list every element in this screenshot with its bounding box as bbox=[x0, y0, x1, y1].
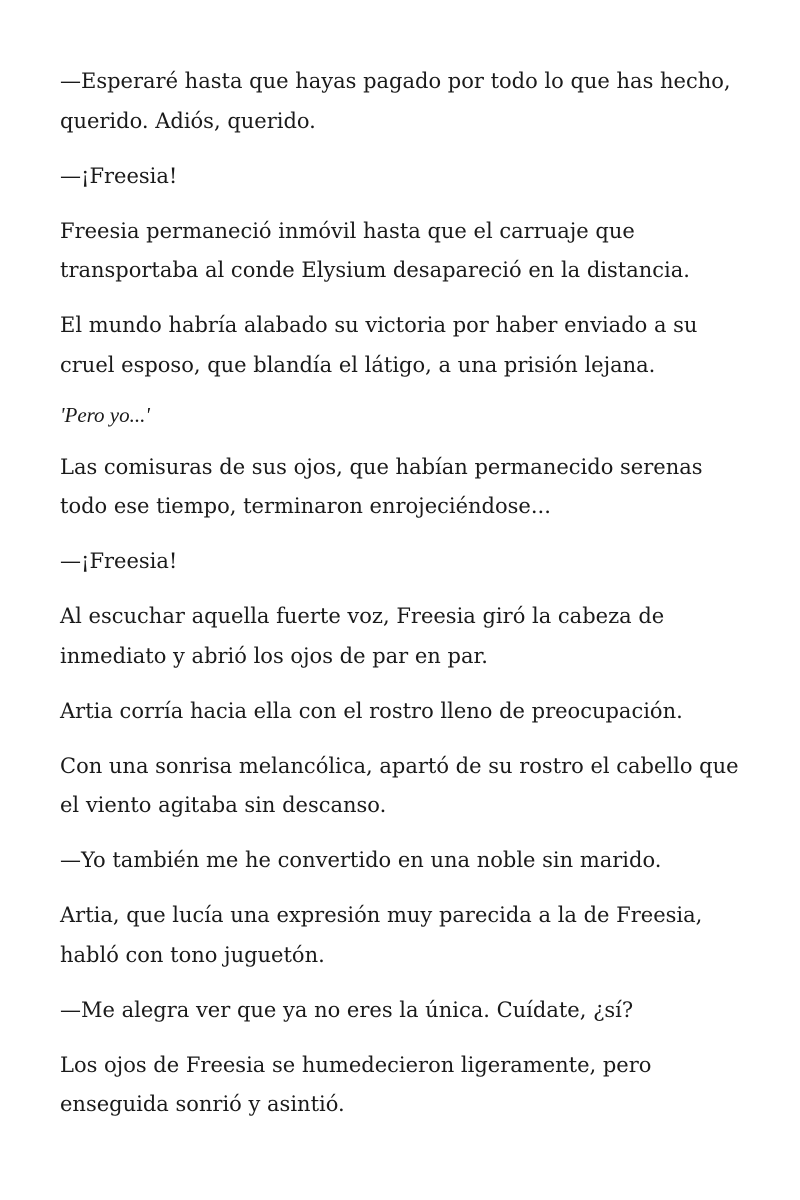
narration-paragraph: Artia corría hacia ella con el rostro lleno de preocupación. bbox=[60, 698, 683, 723]
narration-paragraph: El mundo habría alabado su victoria por haber enviado a su cruel esposo, que blandía el látigo, a una prisión lejana. bbox=[60, 313, 698, 377]
reader-page bbox=[60, 62, 750, 1140]
narration-paragraph: Al escuchar aquella fuerte voz, Freesia giró la cabeza de inmediato y abrió los ojos de par en par. bbox=[60, 604, 665, 668]
narration-paragraph: Con una sonrisa melancólica, apartó de su rostro el cabello que el viento agitaba sin descanso. bbox=[60, 753, 739, 817]
dialogue-paragraph: —¡Freesia! bbox=[60, 163, 178, 188]
narration-paragraph: Los ojos de Freesia se humedecieron ligeramente, pero enseguida sonrió y asintió. bbox=[60, 1052, 652, 1116]
inner-thought-paragraph: 'Pero yo...' bbox=[60, 402, 150, 427]
dialogue-paragraph: —¡Freesia! bbox=[60, 549, 178, 573]
dialogue-paragraph: —Yo también me he convertido en una noble sin marido. bbox=[60, 848, 662, 872]
narration-paragraph: Las comisuras de sus ojos, que habían permanecido serenas todo ese tiempo, terminaron enrojeciéndose... bbox=[60, 454, 703, 518]
narration-paragraph: Freesia permaneció inmóvil hasta que el carruaje que transportaba al conde Elysium desapareció en la distancia. bbox=[60, 218, 690, 282]
dialogue-paragraph: —Esperaré hasta que hayas pagado por todo lo que has hecho, querido. Adiós, querido. bbox=[60, 69, 731, 133]
narration-paragraph: Artia, que lucía una expresión muy parecida a la de Freesia, habló con tono juguetón. bbox=[60, 903, 703, 967]
dialogue-paragraph: —Me alegra ver que ya no eres la única. Cuídate, ¿sí? bbox=[60, 997, 634, 1022]
